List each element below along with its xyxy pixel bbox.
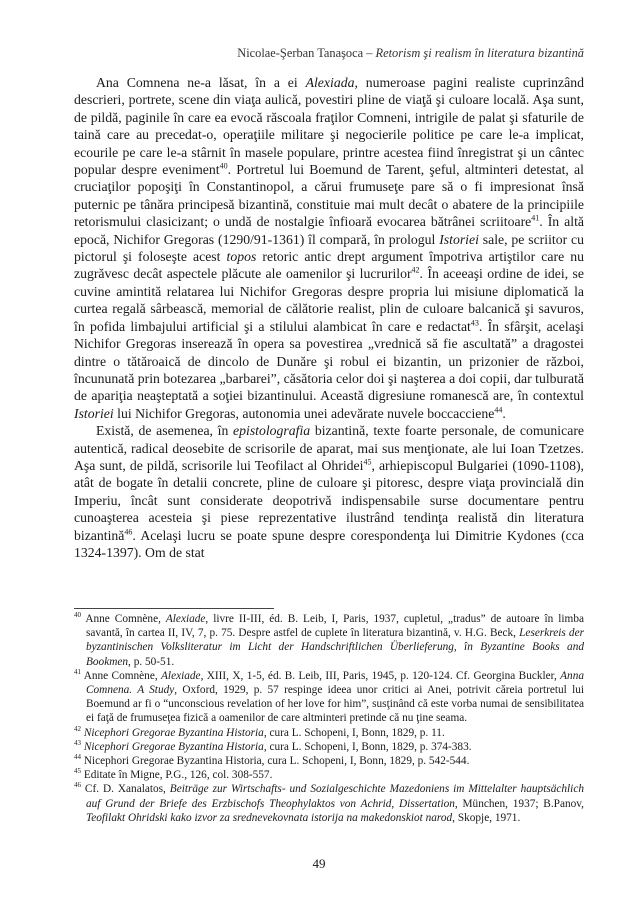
text-run: , cura L. Schopeni, I, Bonn, 1829, p. 374-383. xyxy=(263,740,472,753)
footnote-number: 46 xyxy=(74,781,81,790)
text-run: . Acelaşi lucru se poate spune despre corespondenţa lui Dimitrie Kydones (cca 1324-1397). Om de stat xyxy=(74,527,584,560)
footnote-40 xyxy=(74,612,584,669)
text-run: Ana Comnena ne-a lăsat, în a ei xyxy=(96,75,306,90)
paragraph-2 xyxy=(74,422,584,561)
footnote-46 xyxy=(74,782,584,825)
paragraph-1 xyxy=(74,74,584,422)
text-run: , arhiepiscopul Bulgariei (1090-1108), atât de bogate în detalii concrete, pline de culoare şi pitoresc, despre viaţa provincială din Imperiu, încât sunt considerate deopotrivă indispensabile surse documentare pentru cunoaşterea acesteia şi piese reprezentative ilustrând tendinţa realistă din literatura bizantină xyxy=(74,457,584,543)
text-run: numeroase pagini realiste cuprinzând descrieri, portrete, scene din viaţa aulică, povestiri pline de viaţă şi culoare locală. Aşa sunt, de pildă, paginile în care ea evocă răscoala fraţilor Comneni, intrigile de palat şi sfaturile de taină care au precedat-o, operaţiile militare şi negocierile politice pe care le-a implicat, ecourile pe care le-a stârnit în masele populare, printre acestea fiind înregistrat şi un cântec popular despre eveniment xyxy=(74,75,584,178)
running-header xyxy=(74,46,584,61)
text-run: lui Nichifor Gregoras, autonomia unei adevărate nuvele boccacciene xyxy=(113,405,495,421)
page-number: 49 xyxy=(312,856,326,871)
italic-text: Nicephori Gregorae Byzantina Historia xyxy=(83,740,264,753)
text-run: . În aceeaşi ordine de idei, se cuvine amintită relatarea lui Nichifor Gregoras despre propria lui misiune diplomatică la curtea regală sârbească, memorial de călătorie realist, plin de culoare balcanică şi savuros, în pofida limbajului artificial şi a stilului alambicat în care e redactat xyxy=(74,266,584,334)
text-run: , p. 50-51. xyxy=(128,655,175,668)
header-title: Retorism şi realism în literatura bizantină xyxy=(375,46,584,60)
footnote-number: 44 xyxy=(74,753,81,762)
text-run: . xyxy=(502,405,506,421)
footnote-number: 45 xyxy=(74,767,81,776)
text-run: Nicephori Gregorae Byzantina Historia, cura L. Schopeni, I, Bonn, 1829, p. 542-544. xyxy=(81,755,470,768)
text-run: , cura L. Schopeni, I, Bonn, 1829, p. 11. xyxy=(263,726,445,739)
text-run: , München, 1937; B.Panov, xyxy=(454,797,584,810)
footnote-41 xyxy=(74,669,584,726)
text-run: Anne Comnène, xyxy=(81,669,162,682)
italic-text: Alexiada, xyxy=(305,75,358,90)
text-run: . În sfârşit, acelaşi Nichifor Gregoras inserează în opera sa povestirea „vrednică să fie ascultată” a dragostei dintre o tătăroaică de dincolo de Dunăre şi robul ei bizantin, un prizonier de război, încununată prin botezarea „barbarei”, căsătoria celor doi şi naşterea a doi copii, dar tulburată de apariţia neaşteptată a soţiei bizantinului. Această digresiune romanescă are, în contextul xyxy=(74,318,584,404)
italic-text: Istoriei xyxy=(439,231,479,247)
footnote-ref: 41 xyxy=(531,213,540,223)
footnote-number: 42 xyxy=(74,724,81,733)
footnote-45 xyxy=(74,768,584,782)
footnote-ref: 45 xyxy=(363,457,372,467)
footnote-ref: 42 xyxy=(411,265,420,275)
text-run: Cf. D. Xanalatos, xyxy=(81,783,170,796)
italic-text: Leserkreis der byzantinischen Volksliteratur im Licht der Handschriftlichen Überlieferung, în Byzantine Books and Bookmen xyxy=(86,627,584,668)
text-run: , livre II-III, éd. B. Leib, I, Paris, 1937, cupletul, „tradus” de autoare în limba savantă, în cartea II, IV, 7, p. 75. Despre astfel de cuplete în literatura bizantină, v. H.G. Beck, xyxy=(86,613,584,640)
body-text xyxy=(74,74,584,561)
italic-text: Anna Comnena. A Study xyxy=(86,669,584,697)
text-run: Există, de asemenea, în xyxy=(96,423,234,439)
header-author: Nicolae-Şerban Tanaşoca – xyxy=(237,46,376,60)
footnote-number: 40 xyxy=(74,611,81,620)
italic-text: Teofilakt Ohridski kako izvor za srednevekovnata istorija na makedonskiot narod, xyxy=(86,811,455,824)
footnote-44 xyxy=(74,754,584,768)
italic-text: Beiträge zur Wirtschafts- und Sozialgeschichte Mazedoniens im Mittelalter hauptsächlich auf Grund der Briefe des Erzbischofs Theophylaktos von Achrid, Dissertation xyxy=(86,783,584,810)
footnote-ref: 46 xyxy=(124,526,133,536)
italic-text: Alexiade xyxy=(165,613,206,625)
text-run: retoric antic drept argument împotriva artiştilor care nu zugrăvesc decât aspectele plăcute ale oamenilor şi lucrurilor xyxy=(74,249,585,282)
text-run: sale, pe scriitor cu pictorul şi foloseşte acest xyxy=(74,231,584,265)
text-run: , Oxford, 1929, p. 57 respinge ideea unor critici ai Anei, potrivit căreia portretul lui Boemund ar fi o “unconscious revelation of her love for him”, susţinând că este vorba numai de sensibilitatea ei faţă de frumuseţea fizică a oamenilor de care altminteri pretinde că nu ţine seama. xyxy=(86,684,584,725)
text-run: Skopje, 1971. xyxy=(455,811,521,824)
italic-text: Alexiade xyxy=(161,669,201,682)
text-run: . Portretul lui Boemund de Tarent, şeful, altminteri detestat, al cruciaţilor popoşiţi în Constantinopol, a cărui frumuseţe pare să o fi impresionat însă puternic pe tânăra principesă bizantină, constituie mai mult decât o abatere de la principiile retorismului clasicizant; o undă de nostalgie înfioară evocarea bătrânei scriitoare xyxy=(74,162,584,230)
footnote-42 xyxy=(74,726,584,740)
footnote-ref: 43 xyxy=(470,318,479,328)
text-run: bizantină, texte foarte personale, de comunicare autentică, radical deosebite de scrisorile de aparat, mai sus menţionate, ale lui Ioan Tzetzes. Aşa sunt, de pildă, scrisorile lui Teofilact al Ohridei xyxy=(74,423,584,473)
footnote-ref: 44 xyxy=(494,405,503,415)
italic-text: Nicephori Gregorae Byzantina Historia xyxy=(83,726,264,739)
footnote-number: 43 xyxy=(74,739,81,748)
footnotes xyxy=(74,612,584,825)
text-run: , XIII, X, 1-5, éd. B. Leib, III, Paris, 1945, p. 120-124. Cf. Georgina Buckler, xyxy=(200,669,561,682)
footnote-number: 41 xyxy=(74,668,81,677)
italic-text: topos xyxy=(226,249,257,265)
footnote-ref: 40 xyxy=(219,161,228,171)
text-run: . În altă epocă, Nichifor Gregoras (1290/91-1361) îl compară, în prologul xyxy=(74,214,584,247)
text-run: Anne Comnène, xyxy=(81,613,166,625)
text-run: Editate în Migne, P.G., 126, col. 308-557. xyxy=(81,769,273,782)
italic-text: epistolografia xyxy=(233,423,311,439)
italic-text: Istoriei xyxy=(74,405,114,421)
footnote-43 xyxy=(74,740,584,754)
footnote-separator xyxy=(74,608,274,609)
